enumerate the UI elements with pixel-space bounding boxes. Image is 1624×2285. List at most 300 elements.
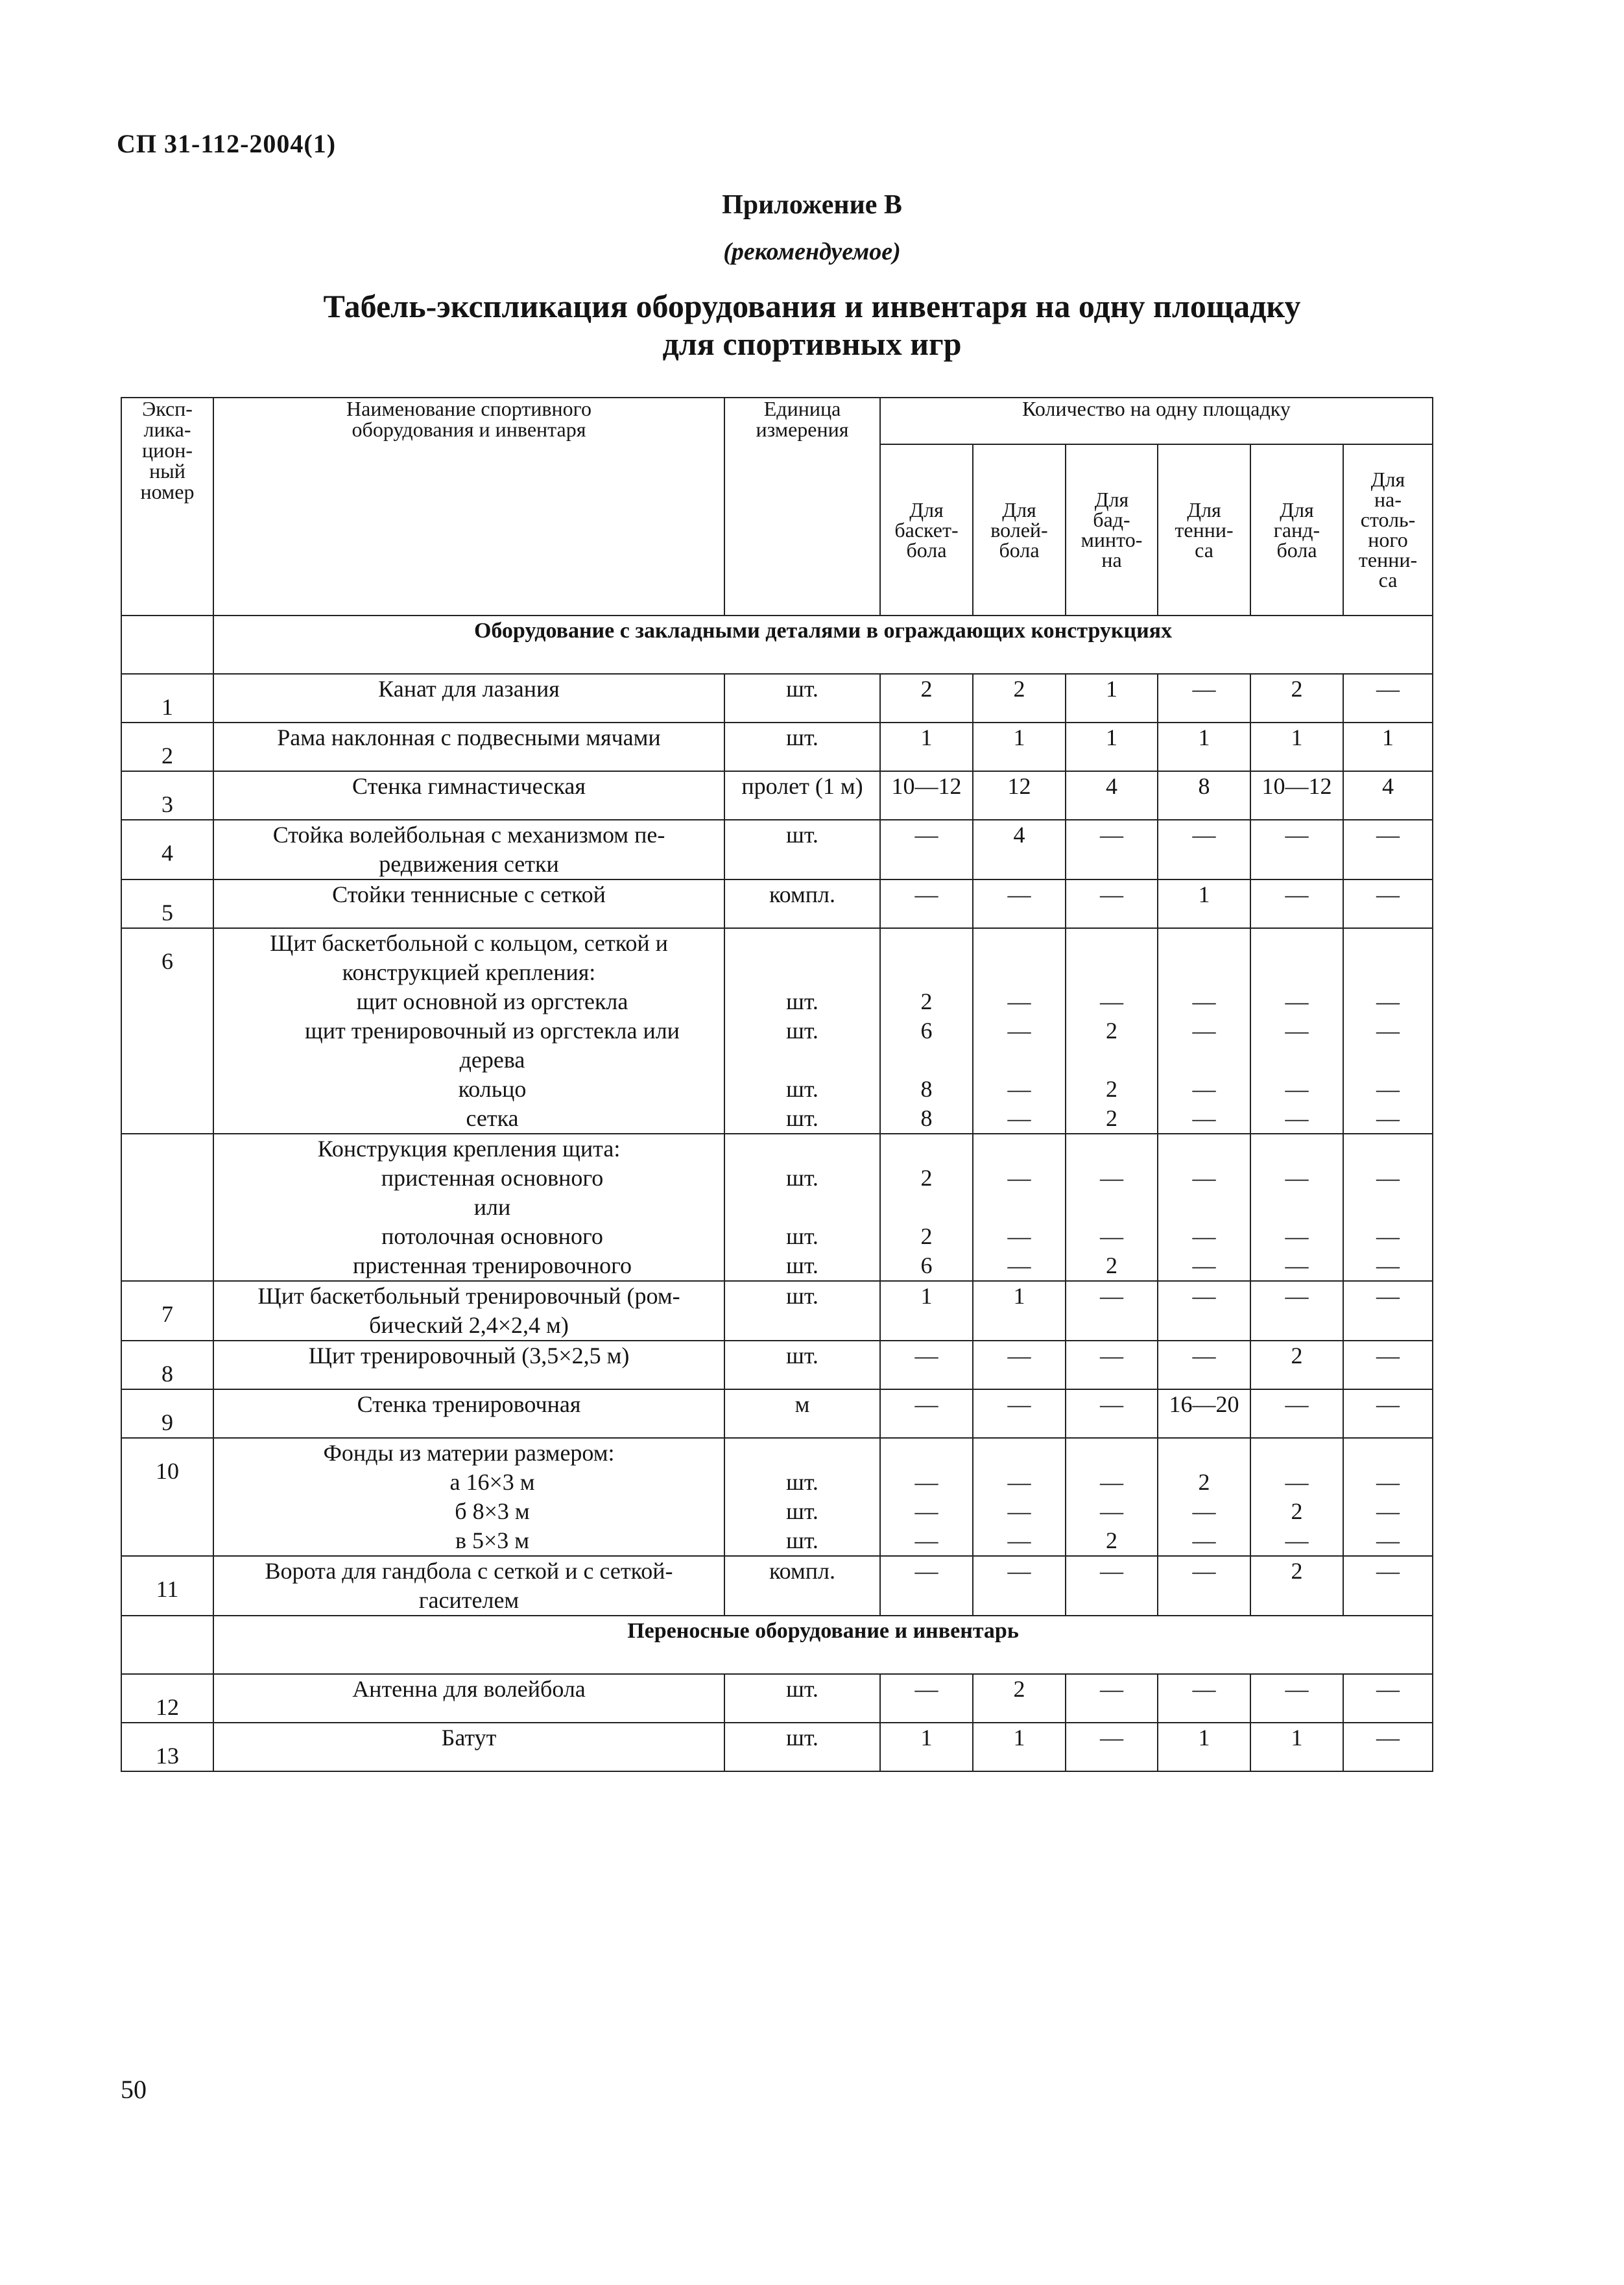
row-number: 4 [121,820,213,879]
quantity-value: — [1376,1558,1400,1584]
item-quantity [1250,1438,1343,1556]
item-name-line: Стенка тренировочная [357,1391,581,1417]
blank-line [1344,929,1432,958]
item-quantity [880,1674,973,1723]
item-quantity [1343,723,1433,771]
item-quantity [1250,1281,1343,1341]
quantity-value: — [1376,1527,1400,1553]
item-quantity [880,1389,973,1438]
item-quantity [880,1723,973,1771]
row-number: 8 [121,1341,213,1389]
table-row [121,1389,1433,1438]
header-tennis [1158,444,1250,616]
section-row [121,616,1433,674]
header-line: баскет- [894,518,959,542]
table-row [121,1281,1433,1341]
header-line: бад- [1093,508,1130,531]
item-unit-line: шт. [786,1469,818,1495]
item-unit-line: шт. [786,1283,818,1309]
quantity-value: 8 [920,1076,933,1102]
quantity-value: 1 [1382,724,1394,750]
header-line: Эксп- [142,397,193,420]
header-table-tennis [1343,444,1433,616]
blank-line [1251,1193,1343,1222]
quantity-value: 1 [920,1725,933,1751]
header-line: бола [999,538,1040,562]
quantity-value: 1 [920,724,933,750]
item-quantity [1250,1674,1343,1723]
quantity-value: — [1007,1105,1031,1131]
item-quantity [1066,1389,1158,1438]
table-title [0,287,1624,363]
item-quantity [1343,1556,1433,1616]
blank-line [973,1046,1065,1075]
item-quantity [880,879,973,928]
quantity-value: — [1007,1558,1031,1584]
item-unit-line: шт. [786,1527,818,1553]
blank-line [1066,929,1157,958]
item-name [213,1281,724,1341]
quantity-value: 1 [1198,881,1210,907]
quantity-value: — [1100,988,1123,1014]
section-blank-cell [121,1616,213,1674]
item-unit [724,1341,880,1389]
table-row [121,1674,1433,1723]
row-number: 6 [121,928,213,1134]
quantity-value: 4 [1382,773,1394,799]
quantity-value: — [1376,1498,1400,1524]
quantity-value: — [1285,1223,1309,1249]
quantity-value: — [1285,822,1309,848]
item-name [213,1723,724,1771]
quantity-value: — [1100,822,1123,848]
item-name-line: Ворота для гандбола с сеткой и с сеткой- [265,1558,673,1584]
quantity-value: 8 [1198,773,1210,799]
quantity-value: 12 [1007,773,1031,799]
blank-line [881,958,972,987]
quantity-value: — [1100,1391,1123,1417]
quantity-value: — [1007,1498,1031,1524]
item-quantity [1250,674,1343,723]
header-line: ганд- [1273,518,1320,542]
quantity-value: 1 [1198,1725,1210,1751]
quantity-value: — [1376,1165,1400,1191]
quantity-value: 2 [1106,1527,1117,1553]
item-quantity [973,1556,1066,1616]
quantity-value: — [1007,1391,1031,1417]
item-name-line: редвижения сетки [379,851,559,877]
blank-line [725,1193,879,1222]
item-name-line: бический 2,4×2,4 м) [369,1312,569,1338]
item-quantity [1158,674,1250,723]
quantity-value: 1 [1013,1283,1025,1309]
item-quantity [1158,820,1250,879]
header-number [121,398,213,616]
item-name-line: Стойка волейбольная с механизмом пе- [272,822,665,848]
item-name [213,1134,724,1281]
quantity-value: — [914,1558,938,1584]
quantity-value: — [1100,1676,1123,1702]
item-unit [724,1438,880,1556]
item-quantity [1343,928,1433,1134]
item-name-line: Щит баскетбольный тренировочный (ром- [257,1283,680,1309]
quantity-value: — [1007,881,1031,907]
quantity-value: — [1285,1283,1309,1309]
item-name [213,879,724,928]
blank-line [1158,1193,1250,1222]
header-line: на [1101,548,1122,571]
item-quantity [1066,1723,1158,1771]
item-unit-line: шт. [786,1498,818,1524]
blank-line [881,1439,972,1468]
table-title-line-2: для спортивных игр [662,326,962,362]
header-quantity-group: Количество на одну площадку [880,398,1433,444]
item-name [213,1341,724,1389]
quantity-value: — [1285,1676,1309,1702]
item-quantity [880,723,973,771]
row-number: 3 [121,771,213,820]
quantity-value: — [1376,1283,1400,1309]
item-quantity [1343,879,1433,928]
item-quantity [1158,1134,1250,1281]
item-quantity [973,723,1066,771]
header-handball [1250,444,1343,616]
blank-line [1066,1193,1157,1222]
header-line: волей- [990,518,1048,542]
blank-line [1158,929,1250,958]
blank-line [1251,958,1343,987]
quantity-value: — [1192,1527,1216,1553]
section-blank-cell [121,616,213,674]
item-unit-line: шт. [786,1076,818,1102]
item-quantity [1158,928,1250,1134]
quantity-value: — [1192,676,1216,702]
header-badminton [1066,444,1158,616]
item-name-line: пристенная тренировочного [352,1252,632,1278]
quantity-value: — [1376,1469,1400,1495]
quantity-value: — [1376,881,1400,907]
item-unit [724,1556,880,1616]
quantity-value: — [1100,1165,1123,1191]
item-unit [724,879,880,928]
row-number: 7 [121,1281,213,1341]
quantity-value: 6 [920,1018,933,1044]
quantity-value: — [1007,1018,1031,1044]
header-line: цион- [141,438,193,462]
quantity-value: 2 [1106,1018,1117,1044]
header-line: на- [1374,488,1402,511]
blank-line [1251,1134,1343,1164]
item-quantity [973,1281,1066,1341]
table-row [121,1134,1433,1281]
header-basketball [880,444,973,616]
item-unit [724,1674,880,1723]
row-number: 9 [121,1389,213,1438]
item-quantity [1250,1556,1343,1616]
item-unit [724,771,880,820]
table-row [121,771,1433,820]
quantity-value: 1 [1198,724,1210,750]
header-line: Для [1280,497,1314,521]
item-unit [724,820,880,879]
row-number: 13 [121,1723,213,1771]
item-quantity [973,1341,1066,1389]
quantity-value: — [1376,822,1400,848]
blank-line [725,1134,879,1164]
blank-line [973,1193,1065,1222]
quantity-value: — [1285,1252,1309,1278]
appendix-note: (рекомендуемое) [723,238,901,265]
header-line: са [1195,538,1213,562]
table-row [121,879,1433,928]
quantity-value: — [1192,1252,1216,1278]
item-unit-line: м [794,1391,810,1417]
blank-line [1158,1134,1250,1164]
quantity-value: — [1376,1018,1400,1044]
quantity-value: 10—12 [1261,773,1332,799]
item-unit [724,723,880,771]
item-quantity [1250,1341,1343,1389]
item-unit [724,674,880,723]
quantity-value: — [1192,1018,1216,1044]
item-quantity [880,1556,973,1616]
quantity-value: — [1192,1498,1216,1524]
header-name [213,398,724,616]
quantity-value: — [1376,1676,1400,1702]
header-line: лика- [143,418,191,441]
quantity-value: — [1007,1527,1031,1553]
item-unit-line: шт. [786,1165,818,1191]
item-name-line: кольцо [458,1076,527,1102]
item-quantity [1343,1341,1433,1389]
item-name [213,674,724,723]
item-quantity [1066,771,1158,820]
appendix-title: Приложение В [722,190,902,220]
quantity-value: — [1285,988,1309,1014]
item-name [213,820,724,879]
quantity-value: — [1100,1343,1123,1369]
blank-line [725,1439,879,1468]
table-row [121,928,1433,1134]
quantity-value: — [1192,1676,1216,1702]
quantity-value: 4 [1106,773,1117,799]
quantity-value: — [1285,1391,1309,1417]
item-name-line: конструкцией крепления: [342,959,596,985]
item-quantity [880,771,973,820]
quantity-value: — [914,1469,938,1495]
quantity-value: — [1007,1165,1031,1191]
row-number: 12 [121,1674,213,1723]
blank-line [881,929,972,958]
quantity-value: — [1376,988,1400,1014]
item-unit [724,1389,880,1438]
quantity-value: 2 [1198,1469,1210,1495]
item-name [213,1389,724,1438]
quantity-value: — [1192,822,1216,848]
item-name-line: а 16×3 м [449,1469,535,1495]
item-unit-line: шт. [786,1018,818,1044]
item-quantity [1066,1281,1158,1341]
quantity-value: — [914,881,938,907]
item-quantity [1343,1389,1433,1438]
quantity-value: 2 [1291,1343,1303,1369]
item-name-line: Канат для лазания [378,676,560,702]
item-name-line: гасителем [418,1587,519,1613]
item-name [213,1674,724,1723]
quantity-value: 2 [920,988,933,1014]
item-quantity [1066,879,1158,928]
item-unit [724,1281,880,1341]
blank-line [1344,1193,1432,1222]
item-quantity [880,1134,973,1281]
blank-line [973,929,1065,958]
item-unit [724,928,880,1134]
quantity-value: — [1376,1343,1400,1369]
quantity-value: — [1007,1469,1031,1495]
blank-line [1066,958,1157,987]
item-unit [724,1134,880,1281]
item-unit-line: компл. [769,881,835,907]
quantity-value: — [914,1391,938,1417]
quantity-value: — [1192,1165,1216,1191]
item-quantity [1158,1389,1250,1438]
item-unit-line: пролет (1 м) [741,773,863,799]
quantity-value: 2 [1291,1558,1303,1584]
item-unit-line: компл. [769,1558,835,1584]
item-quantity [1158,1556,1250,1616]
item-unit-line: шт. [786,724,818,750]
item-quantity [1066,1674,1158,1723]
item-name-line: Батут [441,1725,497,1751]
item-name-line: Стойки теннисные с сеткой [332,881,606,907]
section-title: Переносные оборудование и инвентарь [213,1616,1433,1674]
header-line: Для [1002,497,1036,521]
item-unit-line: шт. [786,676,818,702]
blank-line [1251,1439,1343,1468]
blank-line [973,1439,1065,1468]
item-name-line: сетка [466,1105,519,1131]
item-quantity [1158,1281,1250,1341]
item-quantity [1158,879,1250,928]
quantity-value: — [1007,1076,1031,1102]
row-number: 10 [121,1438,213,1556]
item-name [213,1438,724,1556]
section-row [121,1616,1433,1674]
quantity-value: — [1376,676,1400,702]
blank-line [1066,1134,1157,1164]
quantity-value: — [1100,881,1123,907]
item-quantity [973,1134,1066,1281]
quantity-value: — [1100,1283,1123,1309]
item-quantity [1158,1674,1250,1723]
quantity-value: — [914,1498,938,1524]
quantity-value: 2 [1013,1676,1025,1702]
quantity-value: — [914,822,938,848]
quantity-value: — [1376,1252,1400,1278]
item-unit-line: шт. [786,1105,818,1131]
item-name-line: потолочная основного [381,1223,603,1249]
row-number: 5 [121,879,213,928]
quantity-value: — [1285,1076,1309,1102]
item-quantity [1066,723,1158,771]
quantity-value: 10—12 [891,773,962,799]
item-quantity [1343,674,1433,723]
item-name [213,928,724,1134]
quantity-value: — [1192,988,1216,1014]
item-quantity [1250,928,1343,1134]
blank-line [1158,958,1250,987]
quantity-value: 1 [1291,724,1303,750]
item-name-line: пристенная основного [381,1165,604,1191]
quantity-value: 2 [920,1223,933,1249]
header-line: Для [1187,497,1221,521]
item-unit-line: шт. [786,822,818,848]
quantity-value: — [1376,1076,1400,1102]
quantity-value: 1 [920,1283,933,1309]
table-row [121,723,1433,771]
item-quantity [1250,1389,1343,1438]
item-quantity [973,674,1066,723]
item-unit-line: шт. [786,988,818,1014]
item-quantity [1343,1281,1433,1341]
header-line: столь- [1360,508,1416,531]
item-quantity [973,820,1066,879]
item-quantity [1066,928,1158,1134]
item-quantity [1250,820,1343,879]
item-name [213,771,724,820]
quantity-value: — [1007,1223,1031,1249]
item-quantity [1343,1674,1433,1723]
item-quantity [973,928,1066,1134]
item-quantity [1250,879,1343,928]
item-quantity [973,1674,1066,1723]
quantity-value: — [1192,1283,1216,1309]
quantity-value: — [1007,1343,1031,1369]
item-quantity [1343,771,1433,820]
item-quantity [1158,1341,1250,1389]
quantity-value: — [1100,1725,1123,1751]
quantity-value: 1 [1106,676,1117,702]
page-number: 50 [121,2075,147,2104]
header-unit [724,398,880,616]
quantity-value: 2 [920,1165,933,1191]
blank-line [725,1046,879,1075]
item-quantity [880,928,973,1134]
quantity-value: — [1376,1223,1400,1249]
blank-line [725,958,879,987]
item-quantity [1066,1556,1158,1616]
item-quantity [1158,1723,1250,1771]
quantity-value: 4 [1013,822,1025,848]
quantity-value: — [1192,1076,1216,1102]
quantity-value: — [1192,1223,1216,1249]
item-quantity [973,1438,1066,1556]
item-unit-line: шт. [786,1676,818,1702]
item-unit [724,1723,880,1771]
quantity-value: — [1376,1105,1400,1131]
quantity-value: — [1285,1018,1309,1044]
blank-line [1251,929,1343,958]
item-quantity [1066,1134,1158,1281]
blank-line [1344,958,1432,987]
quantity-value: — [1285,1469,1309,1495]
quantity-value: 2 [1106,1076,1117,1102]
header-line: Единица [763,397,841,420]
quantity-value: — [914,1527,938,1553]
item-quantity [1250,771,1343,820]
item-quantity [1066,1341,1158,1389]
header-line: бола [1276,538,1317,562]
